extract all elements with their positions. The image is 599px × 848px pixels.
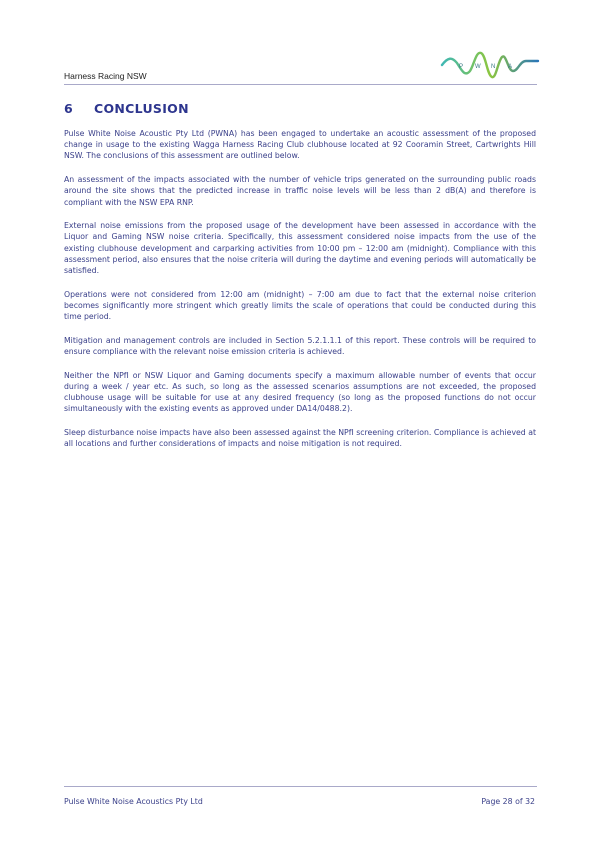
logo-letter-p: P — [459, 64, 464, 70]
conclusion-body — [64, 128, 536, 462]
paragraph-mitigation: Mitigation and management controls are included in Section 5.2.1.1.1 of this report. These controls will be required to ensure compliance with the relevant noise emission criteria is achieved. — [64, 335, 536, 357]
paragraph-sleep-disturbance: Sleep disturbance noise impacts have also been assessed against the NPfI screening criterion. Compliance is achieved at all locations and further considerations of impacts and noise mitigation is not required. — [64, 428, 536, 449]
paragraph-night-operations: Operations were not considered from 12:00 am (midnight) – 7:00 am due to fact that the external noise criterion becomes significantly more stringent which greatly limits the scale of operations that could be conducted during this time period. — [64, 289, 536, 322]
paragraph-event-frequency: Neither the NPfI or NSW Liquor and Gaming documents specify a maximum allowable number of events that occur during a week / year etc. As such, so long as the assessed scenarios assumptions are not exceeded, the proposed clubhouse usage will be suitable for use at any desired frequency (so long as the proposed functions do not occur simultaneously with the existing events as approved under DA14/0488.2). — [64, 370, 536, 414]
logo-letter-a: A — [508, 64, 513, 70]
footer-divider — [64, 786, 537, 787]
paragraph-external-noise: External noise emissions from the proposed usage of the development have been assessed in accordance with the Liquor and Gaming NSW noise criteria. Specifically, this assessment considered noise impacts from the use of the existing clubhouse development and carparking activities from 10:00 pm – 12:00 am (midnight). Compliance with this assessment period, also ensures that the noise criteria will during the daytime and evening periods will automatically be satisfied. — [64, 221, 536, 276]
pwna-logo — [440, 47, 540, 87]
paragraph-engagement: Pulse White Noise Acoustic Pty Ltd (PWNA) has been engaged to undertake an acoustic assessment of the proposed change in usage to the existing Wagga Harness Racing Club clubhouse located at 92 Cooramin Street, Cartwrights Hill NSW. The conclusions of this assessment are outlined below. — [64, 129, 536, 161]
header-client-name: Harness Racing NSW — [64, 71, 147, 81]
footer-company: Pulse White Noise Acoustics Pty Ltd — [64, 797, 203, 806]
section-title-text: CONCLUSION — [94, 101, 189, 116]
footer-page-number: Page 28 of 32 — [481, 797, 535, 806]
logo-letter-w: W — [475, 64, 481, 70]
header-divider — [64, 84, 537, 85]
logo-letter-n: N — [491, 64, 496, 70]
paragraph-traffic-noise: An assessment of the impacts associated with the number of vehicle trips generated on the surrounding public roads around the site shows that the predicted increase in traffic noise levels will be less than 2 dB(A) and therefore is compliant with the NSW EPA RNP. — [64, 175, 536, 207]
section-heading — [64, 101, 189, 116]
section-number: 6 — [64, 101, 73, 116]
